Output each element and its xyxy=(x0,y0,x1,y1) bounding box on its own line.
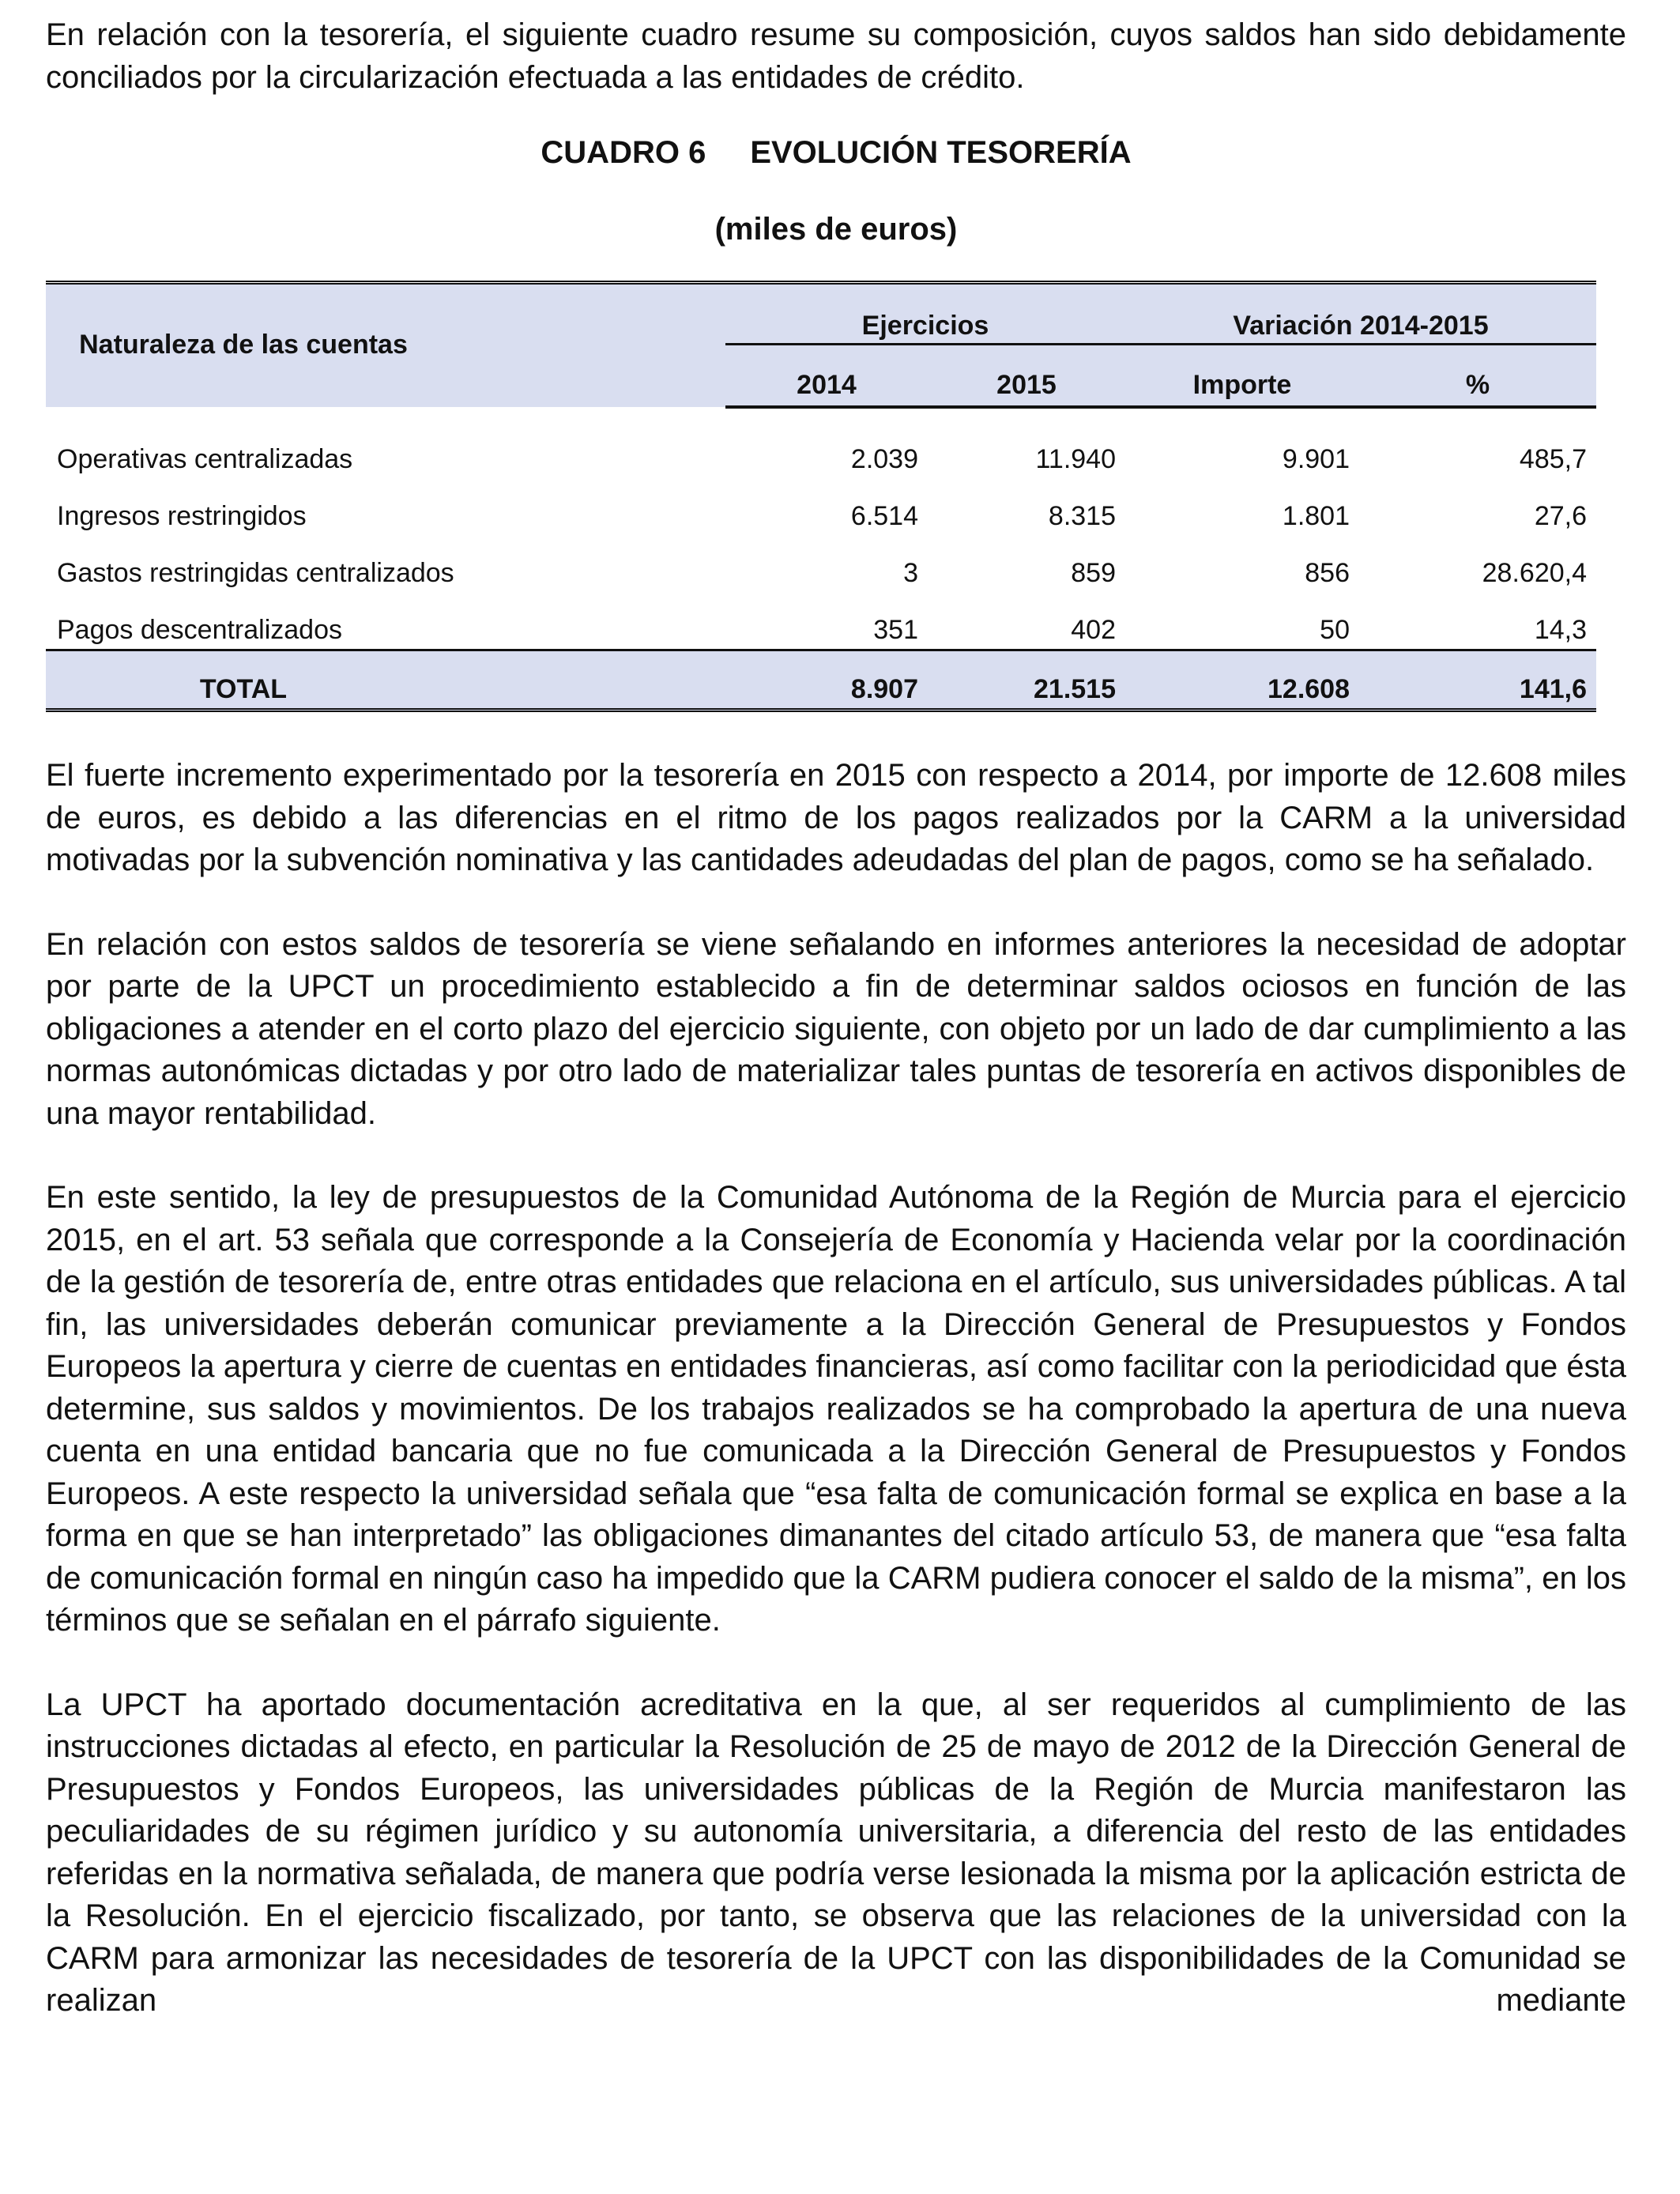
header-2014: 2014 xyxy=(725,345,928,408)
cell-2014: 3 xyxy=(903,558,918,588)
cell-pct: 14,3 xyxy=(1534,615,1587,645)
cell-importe: 1.801 xyxy=(1282,501,1350,531)
cell-pct: 485,7 xyxy=(1519,444,1587,474)
cell-importe: 50 xyxy=(1320,615,1350,645)
cell-importe: 9.901 xyxy=(1282,444,1350,474)
cell-pct: 28.620,4 xyxy=(1482,558,1587,588)
header-variacion: Variación 2014-2015 xyxy=(1125,283,1596,345)
document-page xyxy=(46,14,1626,2022)
row-label: Ingresos restringidos xyxy=(57,501,307,531)
cell-2015: 402 xyxy=(1071,615,1116,645)
header-importe: Importe xyxy=(1125,345,1359,408)
paragraph-increment: El fuerte incremento experimentado por la tesorería en 2015 con respecto a 2014, por importe de 12.608 miles de euros, es debido a las diferencias en el ritmo de los pagos realizados por la CARM a la universidad motivadas por la subvención nominativa y las cantidades adeudadas del plan de pagos, como se ha señalado. xyxy=(46,758,1626,877)
table-number: CUADRO 6 xyxy=(541,135,706,170)
header-2015: 2015 xyxy=(928,345,1125,408)
total-2014: 8.907 xyxy=(725,650,928,711)
table-row xyxy=(46,478,1596,535)
table-row xyxy=(46,407,1596,478)
header-ejercicios: Ejercicios xyxy=(725,283,1125,345)
intro-paragraph: En relación con la tesorería, el siguiente cuadro resume su composición, cuyos saldos han sido debidamente conciliados por la circularización efectuada a las entidades de crédito. xyxy=(46,17,1626,95)
header-naturaleza: Naturaleza de las cuentas xyxy=(46,283,725,408)
table-row xyxy=(46,592,1596,650)
cell-2014: 2.039 xyxy=(850,444,918,474)
table-row xyxy=(46,535,1596,592)
paragraph-ley-presupuestos: En este sentido, la ley de presupuestos de la Comunidad Autónoma de la Región de Murcia para el ejercicio 2015, en el art. 53 señala que corresponde a la Consejería de Economía y Hacienda velar por la coordinación de la gestión de tesorería de, entre otras entidades que relaciona en el artículo, sus universidades públicas. A tal fin, las universidades deberán comunicar previamente a la Dirección General de Presupuestos y Fondos Europeos la apertura y cierre de cuentas en entidades financieras, así como facilitar con la periodicidad que ésta determine, sus saldos y movimientos. De los trabajos realizados se ha comprobado la apertura de una nueva cuenta en una entidad bancaria que no fue comunicada a la Dirección General de Presupuestos y Fondos Europeos. A este respecto la universidad señala que “esa falta de comunicación formal se explica en base a la forma en que se han interpretado” las obligaciones dimanantes del citado artículo 53, de manera que “esa falta de comunicación formal en ningún caso ha impedido que la CARM pudiera conocer el saldo de la misma”, en los términos que se señalan en el párrafo siguiente. xyxy=(46,1180,1626,1638)
cell-pct: 27,6 xyxy=(1534,501,1587,531)
cell-2014: 351 xyxy=(873,615,918,645)
table-title: EVOLUCIÓN TESORERÍA xyxy=(750,135,1132,170)
total-pct: 141,6 xyxy=(1359,650,1596,711)
row-label: Pagos descentralizados xyxy=(57,615,343,645)
cell-2015: 859 xyxy=(1071,558,1116,588)
paragraph-saldos: En relación con estos saldos de tesorería se viene señalando en informes anteriores la necesidad de adoptar por parte de la UPCT un procedimiento establecido a fin de determinar saldos ociosos en función de las obligaciones a atender en el corto plazo del ejercicio siguiente, con objeto por un lado de dar cumplimiento a las normas autonómicas dictadas y por otro lado de materializar tales puntas de tesorería en activos disponibles de una mayor rentabilidad. xyxy=(46,926,1626,1131)
row-label: Gastos restringidas centralizados xyxy=(57,558,454,588)
cell-2015: 8.315 xyxy=(1048,501,1116,531)
cell-2014: 6.514 xyxy=(850,501,918,531)
total-2015: 21.515 xyxy=(928,650,1125,711)
table-units: (miles de euros) xyxy=(714,212,958,247)
treasury-table xyxy=(46,281,1596,712)
total-row xyxy=(46,650,1596,711)
cell-2015: 11.940 xyxy=(1035,444,1116,474)
paragraph-documentacion: La UPCT ha aportado documentación acreditativa en la que, al ser requeridos al cumplimiento de las instrucciones dictadas al efecto, en particular la Resolución de 25 de mayo de 2012 de la Dirección General de Presupuestos y Fondos Europeos, las universidades públicas de la Región de Murcia manifestaron las peculiaridades de su régimen jurídico y su autonomía universitaria, a diferencia del resto de las entidades referidas en la normativa señalada, de manera que podría verse lesionada la misma por la aplicación estricta de la Resolución. En el ejercicio fiscalizado, por tanto, se observa que las relaciones de la universidad con la CARM para armonizar las necesidades de tesorería de la UPCT con las disponibilidades de la Comunidad se realizan mediante xyxy=(46,1687,1626,2018)
total-label: TOTAL xyxy=(46,650,725,711)
row-label: Operativas centralizadas xyxy=(57,444,353,474)
total-importe: 12.608 xyxy=(1125,650,1359,711)
cell-importe: 856 xyxy=(1305,558,1350,588)
table-caption xyxy=(46,135,1626,171)
header-pct: % xyxy=(1359,345,1596,408)
